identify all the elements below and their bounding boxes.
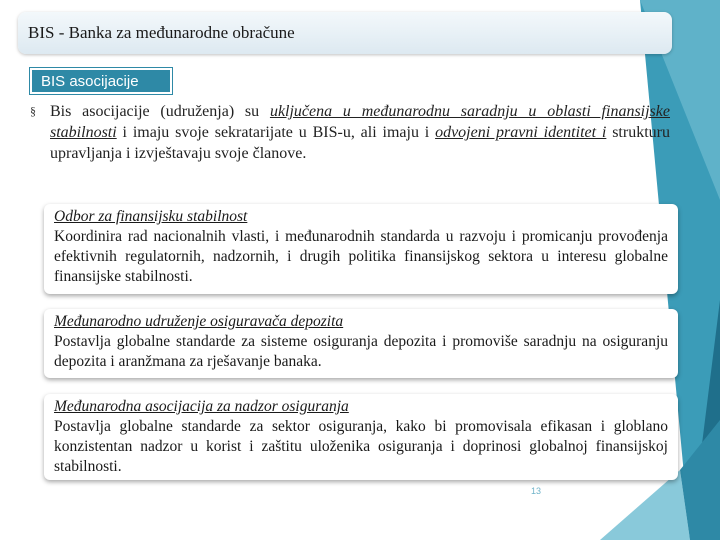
page-number: 13 <box>531 486 542 496</box>
intro-text-2: i imaju svoje sekratarijate u BIS-u, ali imaju i <box>116 124 436 141</box>
card-body: Postavlja globalne standarde za sektor osiguranja, kako bi promovisala efikasan i globlano konzistentan nadzor u korist i zaštitu uloženika osiguranja i doprinosi globalnoj finansijskoj stabilnosti. <box>54 418 668 475</box>
intro-paragraph <box>30 101 670 164</box>
card-financial-stability-board <box>44 204 678 294</box>
intro-text-1: Bis asocijacije (udruženja) su <box>50 103 270 120</box>
card-title: Međunarodna asocijacija za nadzor osiguranja <box>54 398 349 415</box>
section-label <box>30 68 172 94</box>
page-title: BIS - Banka za međunarodne obračune <box>28 23 295 42</box>
card-body: Postavlja globalne standarde za sisteme osiguranja depozita i promoviše saradnju na osiguranju depozita i aranžmana za rješavanje banaka. <box>54 333 668 370</box>
card-deposit-insurers <box>44 309 678 378</box>
bullet-icon: § <box>30 104 36 118</box>
card-title: Odbor za finansijsku stabilnost <box>54 208 248 225</box>
title-bar <box>18 12 672 54</box>
card-title: Međunarodno udruženje osiguravača depozita <box>54 313 344 330</box>
card-insurance-supervisors <box>44 394 678 480</box>
section-label-text: BIS asocijacije <box>41 73 139 90</box>
intro-emphasis-2: odvojeni pravni identitet i <box>435 124 607 141</box>
intro-text <box>50 101 670 164</box>
intro-emphasis-1: uključena u međunarodnu saradnju u oblasti finansijske stabilnosti <box>50 103 670 141</box>
card-body: Koordinira rad nacionalnih vlasti, i međunarodnih standarda u razvoju i promicanju provođenja efektivnih regulatornih, nadzornih, i drugih politika finansijskog sektora u interesu globalne finansijske stabilnosti. <box>54 228 668 285</box>
intro-text-3: strukturu upravljanja i izvještavaju svoje članove. <box>50 124 670 162</box>
